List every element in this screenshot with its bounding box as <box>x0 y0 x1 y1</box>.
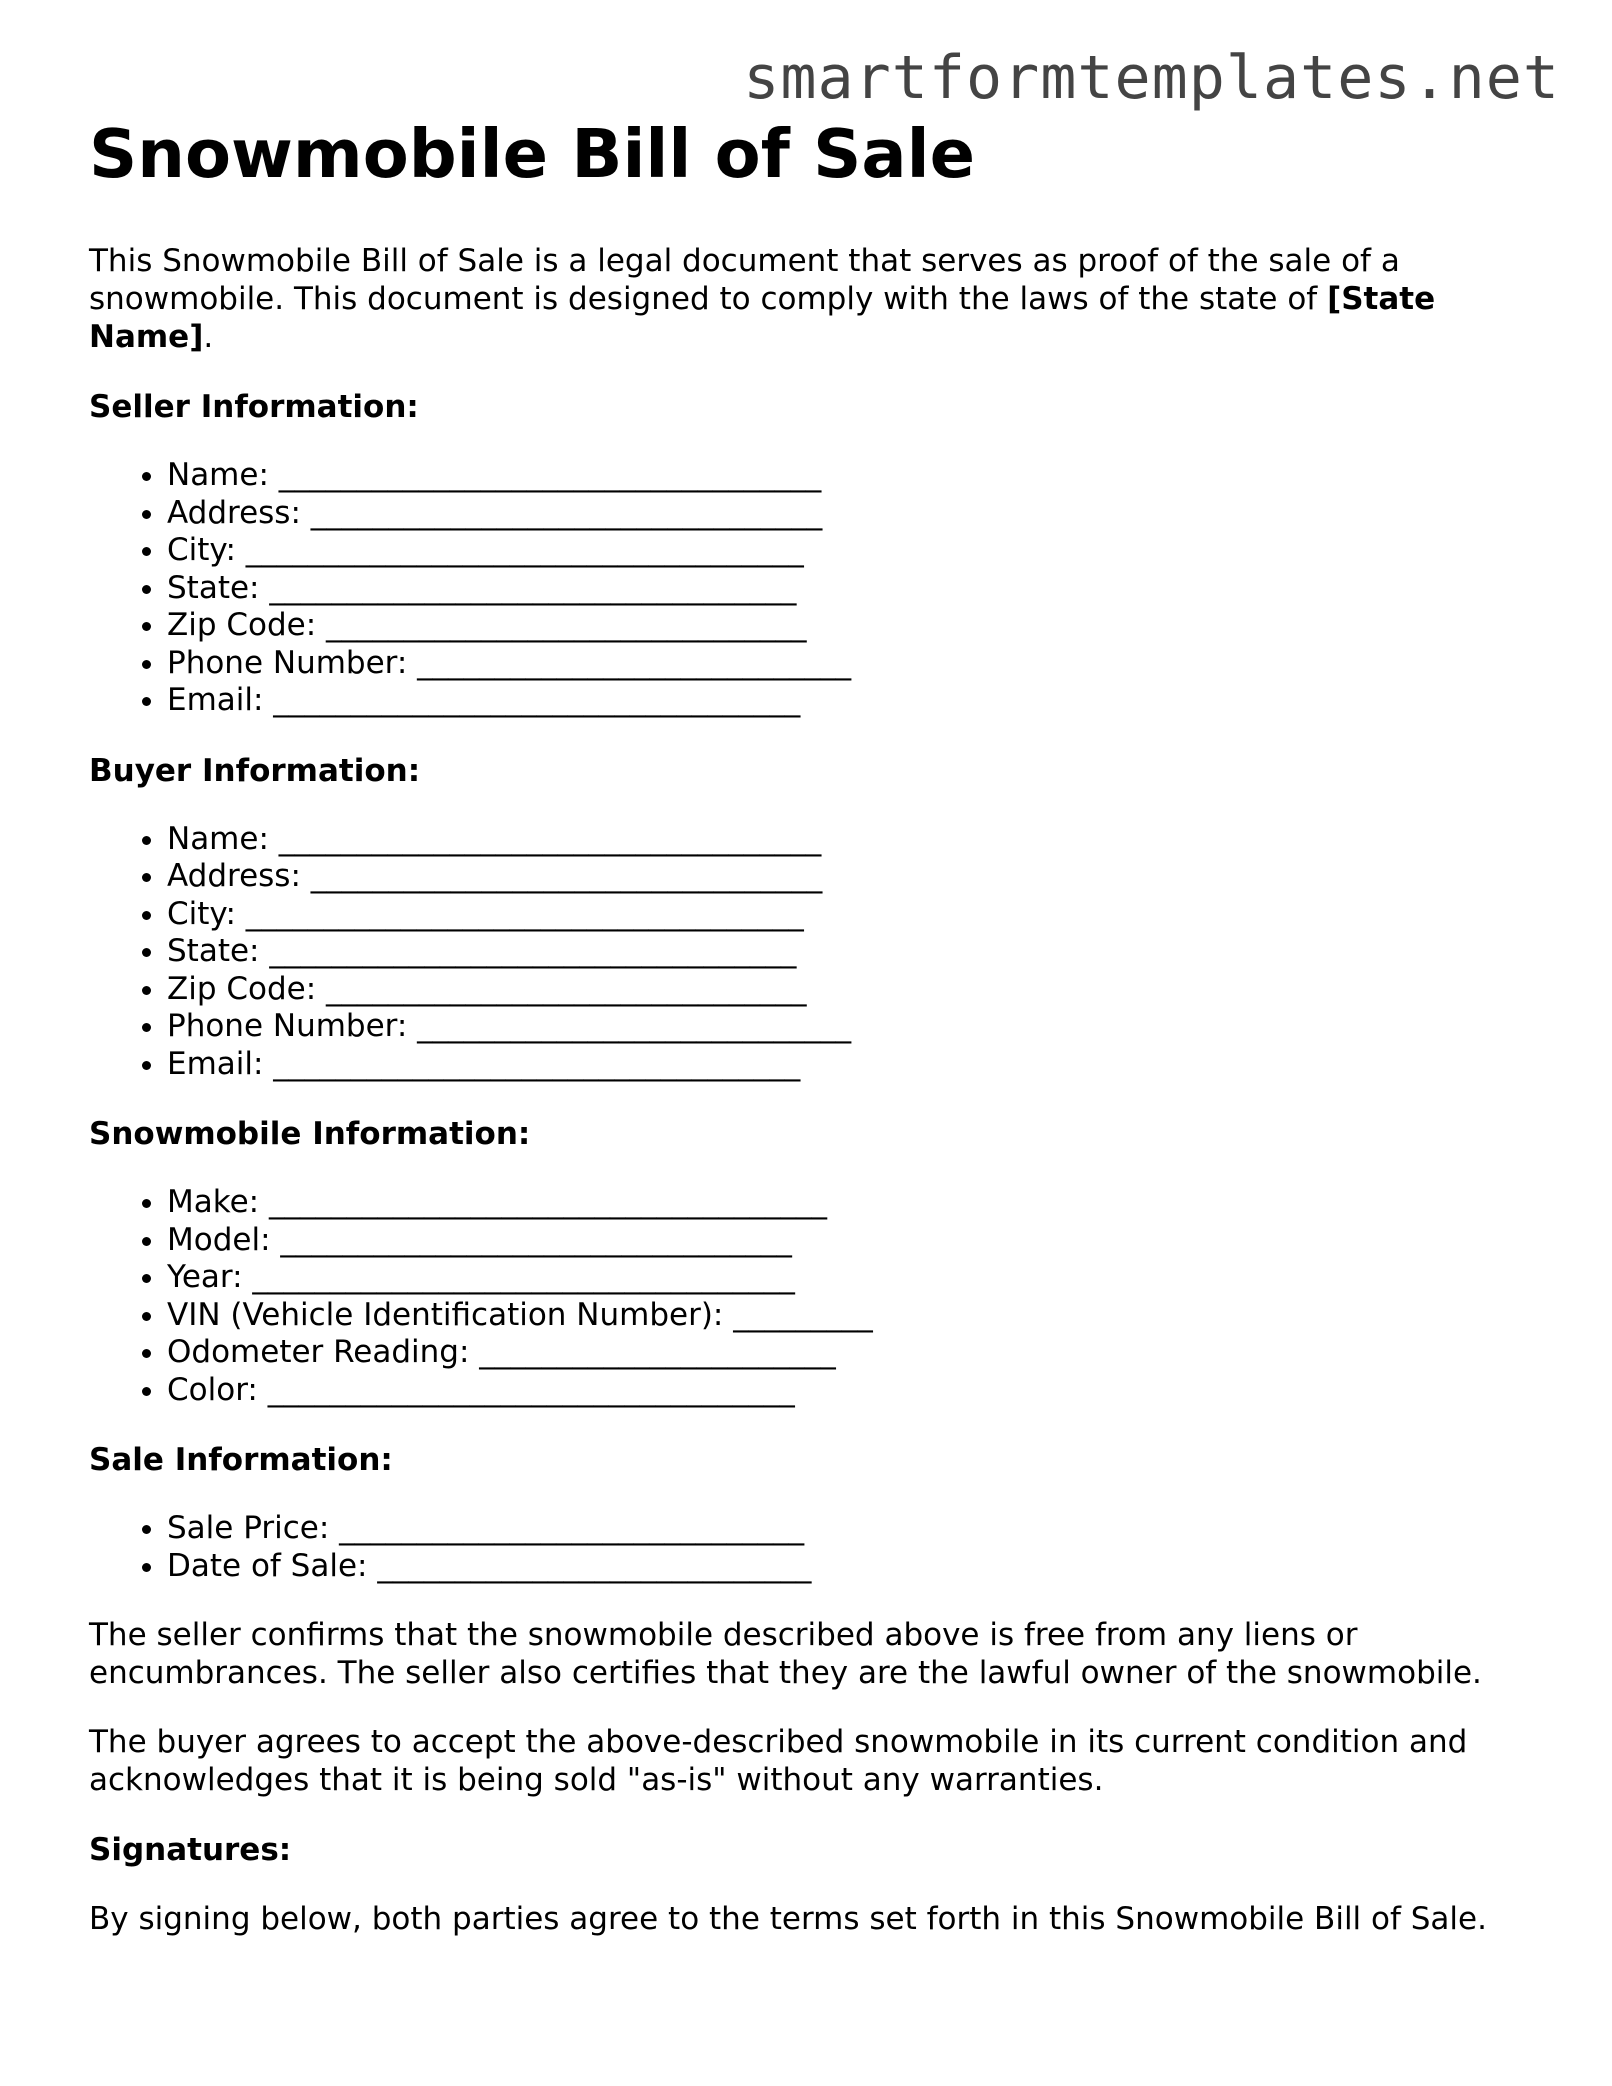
snowmobile-heading: Snowmobile Information: <box>89 1116 531 1152</box>
buyer-agrees-paragraph: The buyer agrees to accept the above-described snowmobile in its current condition and acknowledges that it is being sold "as-is" without any warranties. <box>89 1724 1468 1798</box>
seller-city-field: • City: ____________________________________ <box>167 532 1529 570</box>
seller-zip-field: • Zip Code: _______________________________ <box>167 607 1529 645</box>
seller-confirms-paragraph: The seller confirms that the snowmobile described above is free from any liens or encumbrances. The seller also certifies that they are the lawful owner of the snowmobile. <box>89 1617 1482 1691</box>
sale-fields-list <box>89 1510 1529 1585</box>
seller-email-field: • Email: __________________________________ <box>167 682 1529 720</box>
document-body <box>89 112 1529 1938</box>
sale-heading: Sale Information: <box>89 1442 393 1478</box>
snowmobile-model-field: • Model: _________________________________ <box>167 1222 1529 1260</box>
buyer-email-field: • Email: __________________________________ <box>167 1046 1529 1084</box>
signatures-heading: Signatures: <box>89 1832 292 1868</box>
seller-name-field: • Name: ___________________________________ <box>167 457 1529 495</box>
seller-phone-field: • Phone Number: ____________________________ <box>167 645 1529 683</box>
buyer-city-field: • City: ____________________________________ <box>167 896 1529 934</box>
snowmobile-fields-list <box>89 1184 1529 1409</box>
seller-address-field: • Address: _________________________________ <box>167 495 1529 533</box>
sale-price-field: • Sale Price: ______________________________ <box>167 1510 1529 1548</box>
buyer-fields-list <box>89 821 1529 1084</box>
buyer-phone-field: • Phone Number: ____________________________ <box>167 1008 1529 1046</box>
seller-fields-list <box>89 457 1529 720</box>
snowmobile-vin-field: • VIN (Vehicle Identification Number): _________ <box>167 1297 1529 1335</box>
snowmobile-year-field: • Year: ___________________________________ <box>167 1259 1529 1297</box>
intro-text: This Snowmobile Bill of Sale is a legal document that serves as proof of the sale of a snowmobile. This document is designed to comply with the laws of the state of <box>89 243 1400 317</box>
snowmobile-make-field: • Make: ____________________________________ <box>167 1184 1529 1222</box>
document-title: Snowmobile Bill of Sale <box>89 115 976 193</box>
snowmobile-color-field: • Color: __________________________________ <box>167 1372 1529 1410</box>
intro-paragraph <box>89 242 1529 356</box>
buyer-heading: Buyer Information: <box>89 752 421 789</box>
seller-state-field: • State: __________________________________ <box>167 570 1529 608</box>
buyer-name-field: • Name: ___________________________________ <box>167 821 1529 859</box>
intro-end: . <box>203 319 214 355</box>
buyer-state-field: • State: __________________________________ <box>167 933 1529 971</box>
seller-heading: Seller Information: <box>89 389 419 425</box>
buyer-address-field: • Address: _________________________________ <box>167 858 1529 896</box>
signatures-paragraph: By signing below, both parties agree to the terms set forth in this Snowmobile Bill of Sale. <box>89 1901 1487 1937</box>
buyer-zip-field: • Zip Code: _______________________________ <box>167 971 1529 1009</box>
sale-date-field: • Date of Sale: ____________________________ <box>167 1548 1529 1586</box>
snowmobile-odometer-field: • Odometer Reading: _______________________ <box>167 1334 1529 1372</box>
state-name-placeholder: [State Name] <box>89 281 1436 355</box>
watermark: smartformtemplates.net <box>743 43 1560 113</box>
